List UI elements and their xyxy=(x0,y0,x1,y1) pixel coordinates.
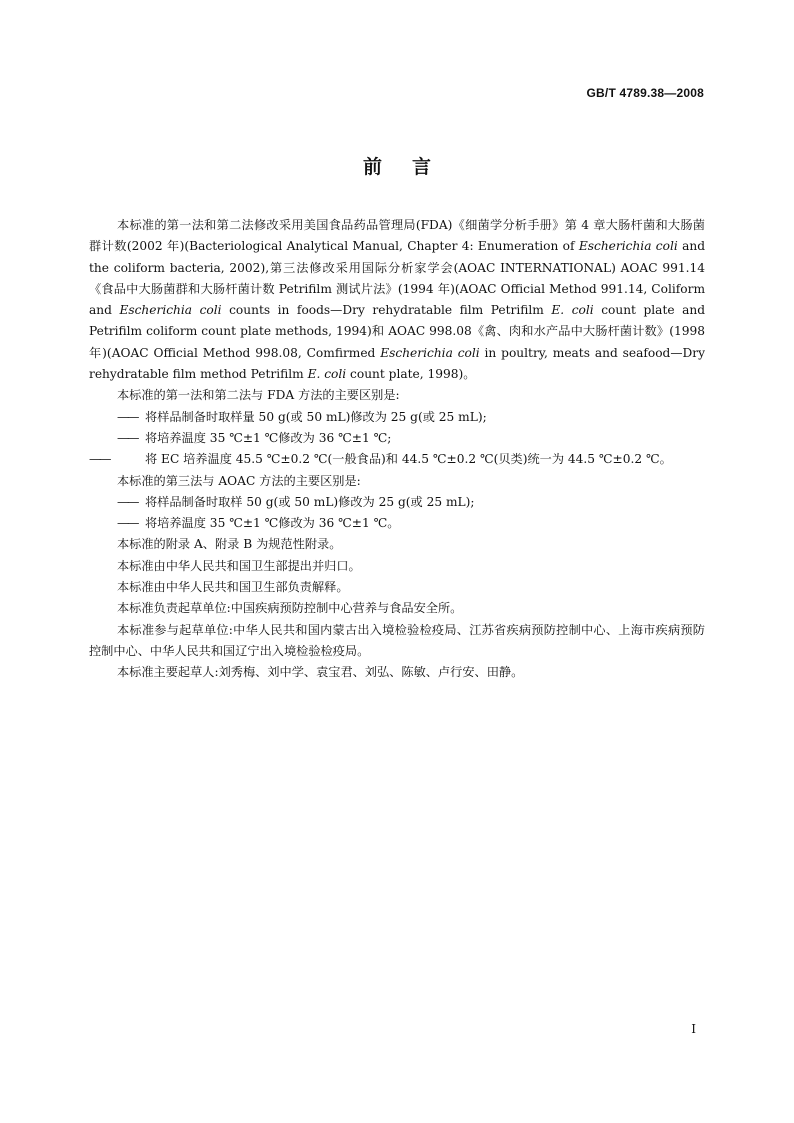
statement-participating-units: 本标准参与起草单位:中华人民共和国内蒙古出入境检验检疫局、江苏省疾病预防控制中心、上海市疾病预防控制中心、中华人民共和国辽宁出入境检验检疫局。 xyxy=(89,622,705,658)
standard-code: GB/T 4789.38—2008 xyxy=(586,86,704,100)
fda-diff-item: —— 将 EC 培养温度 45.5 ℃±0.2 ℃(一般食品)和 44.5 ℃±0.2 ℃(贝类)统一为 44.5 ℃±0.2 ℃。 xyxy=(89,452,672,467)
statement-interpreter: 本标准由中华人民共和国卫生部负责解释。 xyxy=(117,580,349,595)
statement-drafters: 本标准主要起草人:刘秀梅、刘中学、袁宝君、刘弘、陈敏、卢行安、田静。 xyxy=(117,665,524,680)
preface-body xyxy=(89,215,706,684)
statement-annex: 本标准的附录 A、附录 B 为规范性附录。 xyxy=(117,537,342,552)
fda-diff-item: —— 将样品制备时取样量 50 g(或 50 mL)修改为 25 g(或 25 mL); xyxy=(117,409,487,424)
fda-diff-item: —— 将培养温度 35 ℃±1 ℃修改为 36 ℃±1 ℃; xyxy=(117,430,392,445)
intro-paragraph: 本标准的第一法和第二法修改采用美国食品药品管理局(FDA)《细菌学分析手册》第 4 章大肠杆菌和大肠菌群计数(2002 年)(Bacteriological Analytical Manual, Chapter 4: Enumeration of Escherichia coli and the coliform bacteria, 2002),第三法修改采用国际分析家学会(AOAC INTERNATIONAL) AOAC 991.14《食品中大肠菌群和大肠杆菌计数 Petrifilm 测试片法》(1994 年)(AOAC Official Method 991.14, Coliform and Escherichia coli counts in foods—Dry rehydratable film Petrifilm E. coli count plate and Petrifilm coliform count plate methods, 1994)和 AOAC 998.08《禽、肉和水产品中大肠杆菌计数》(1998 年)(AOAC Official Method 998.08, Comfirmed Escherichia coli in poultry, meats and seafood—Dry rehydratable film method Petrifilm E. coli count plate, 1998)。 xyxy=(89,218,706,382)
statement-proposer: 本标准由中华人民共和国卫生部提出并归口。 xyxy=(117,558,361,573)
aoac-diff-heading: 本标准的第三法与 AOAC 方法的主要区别是: xyxy=(117,473,361,488)
fda-diff-heading: 本标准的第一法和第二法与 FDA 方法的主要区别是: xyxy=(117,388,400,403)
aoac-diff-item: —— 将样品制备时取样 50 g(或 50 mL)修改为 25 g(或 25 mL); xyxy=(117,494,475,509)
page-number: I xyxy=(691,1022,696,1036)
statement-drafting-unit: 本标准负责起草单位:中国疾病预防控制中心营养与食品安全所。 xyxy=(117,601,463,616)
page-title: 前言 xyxy=(362,156,461,178)
aoac-diff-item: —— 将培养温度 35 ℃±1 ℃修改为 36 ℃±1 ℃。 xyxy=(117,516,400,531)
